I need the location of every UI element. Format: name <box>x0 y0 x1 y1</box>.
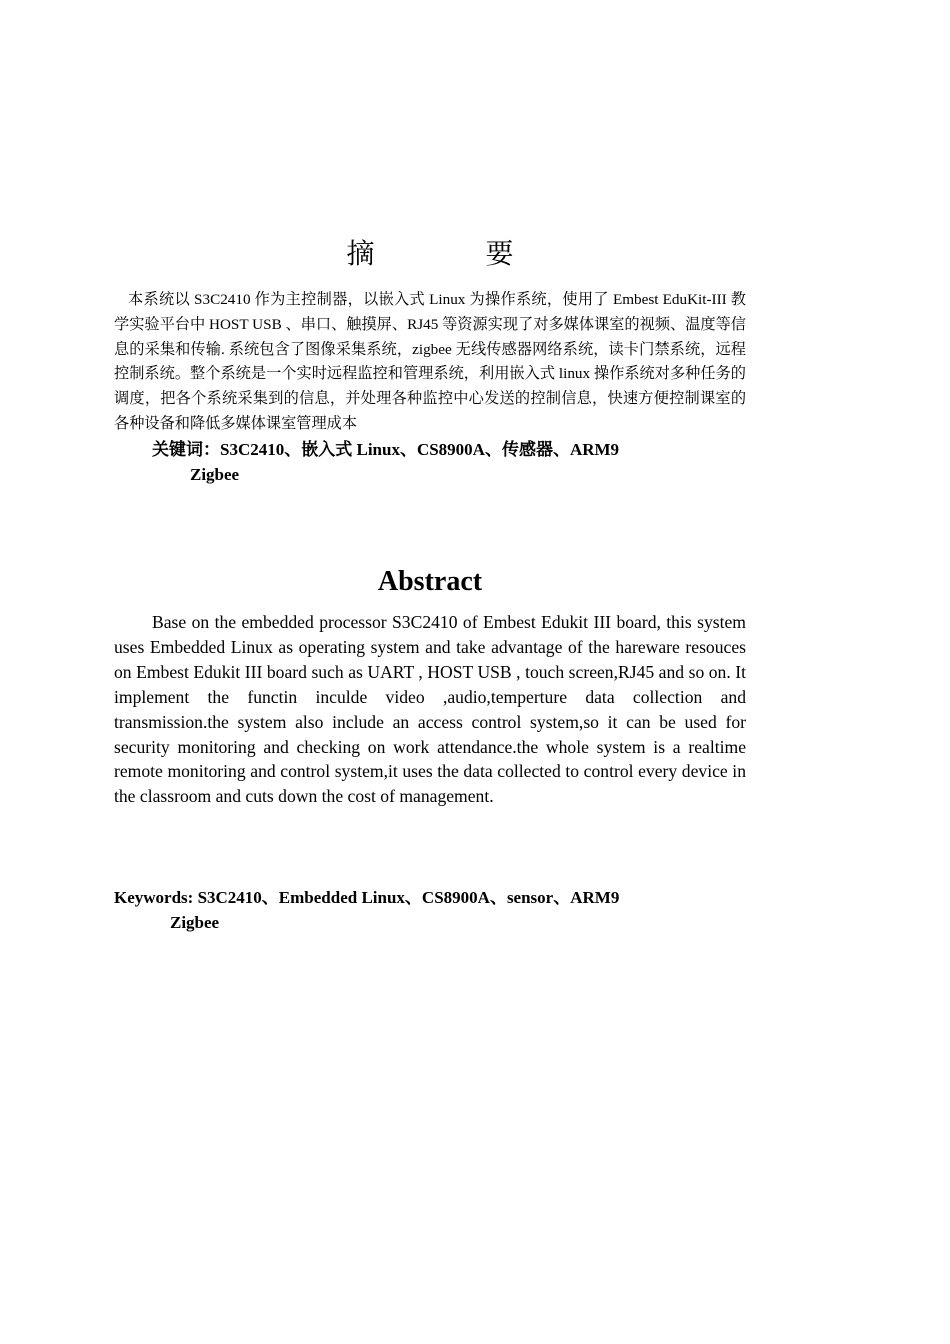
chinese-abstract-title: 摘 要 <box>346 239 566 270</box>
chinese-abstract-body: 本系统以 S3C2410 作为主控制器，以嵌入式 Linux 为操作系统，使用了 Embest EduKit-III 教学实验平台中 HOST USB 、串口、触摸屏、RJ45 等资源实现了对多媒体课室的视频、温度等信息的采集和传输. 系统包含了图像采集系统，zigbee 无线传感器网络系统，读卡门禁系统，远程控制系统。整个系统是一个实时远程监控和管理系统，利用嵌入式 linux 操作系统对多种任务的调度，把各个系统采集到的信息，并处理各种监控中心发送的控制信息，快速方便控制课室的各种设备和降低多媒体课室管理成本 <box>114 291 746 432</box>
english-keywords-line2: Zigbee <box>170 913 220 932</box>
english-keywords <box>114 885 754 935</box>
english-abstract-title: Abstract <box>377 566 483 597</box>
chinese-keywords <box>152 437 752 487</box>
chinese-keywords-line1: 关键词：S3C2410、嵌入式 Linux、CS8900A、传感器、ARM9 <box>152 440 620 459</box>
english-abstract-body: Base on the embedded processor S3C2410 of Embest Edukit III board, this system uses Embedded Linux as operating system and take advantage of the hareware resouces on Embest Edukit III board such as UART , HOST USB , touch screen,RJ45 and so on. It implement the functin inculde video ,audio,temperture data collection and transmission.the system also include an access control system,so it can be used for security monitoring and checking on work attendance.the whole system is a realtime remote monitoring and control system,it uses the data collected to control every device in the classroom and cuts down the cost of management. <box>114 612 746 807</box>
english-keywords-line1: Keywords: S3C2410、Embedded Linux、CS8900A、sensor、ARM9 <box>114 888 620 907</box>
chinese-keywords-line2: Zigbee <box>190 465 240 484</box>
